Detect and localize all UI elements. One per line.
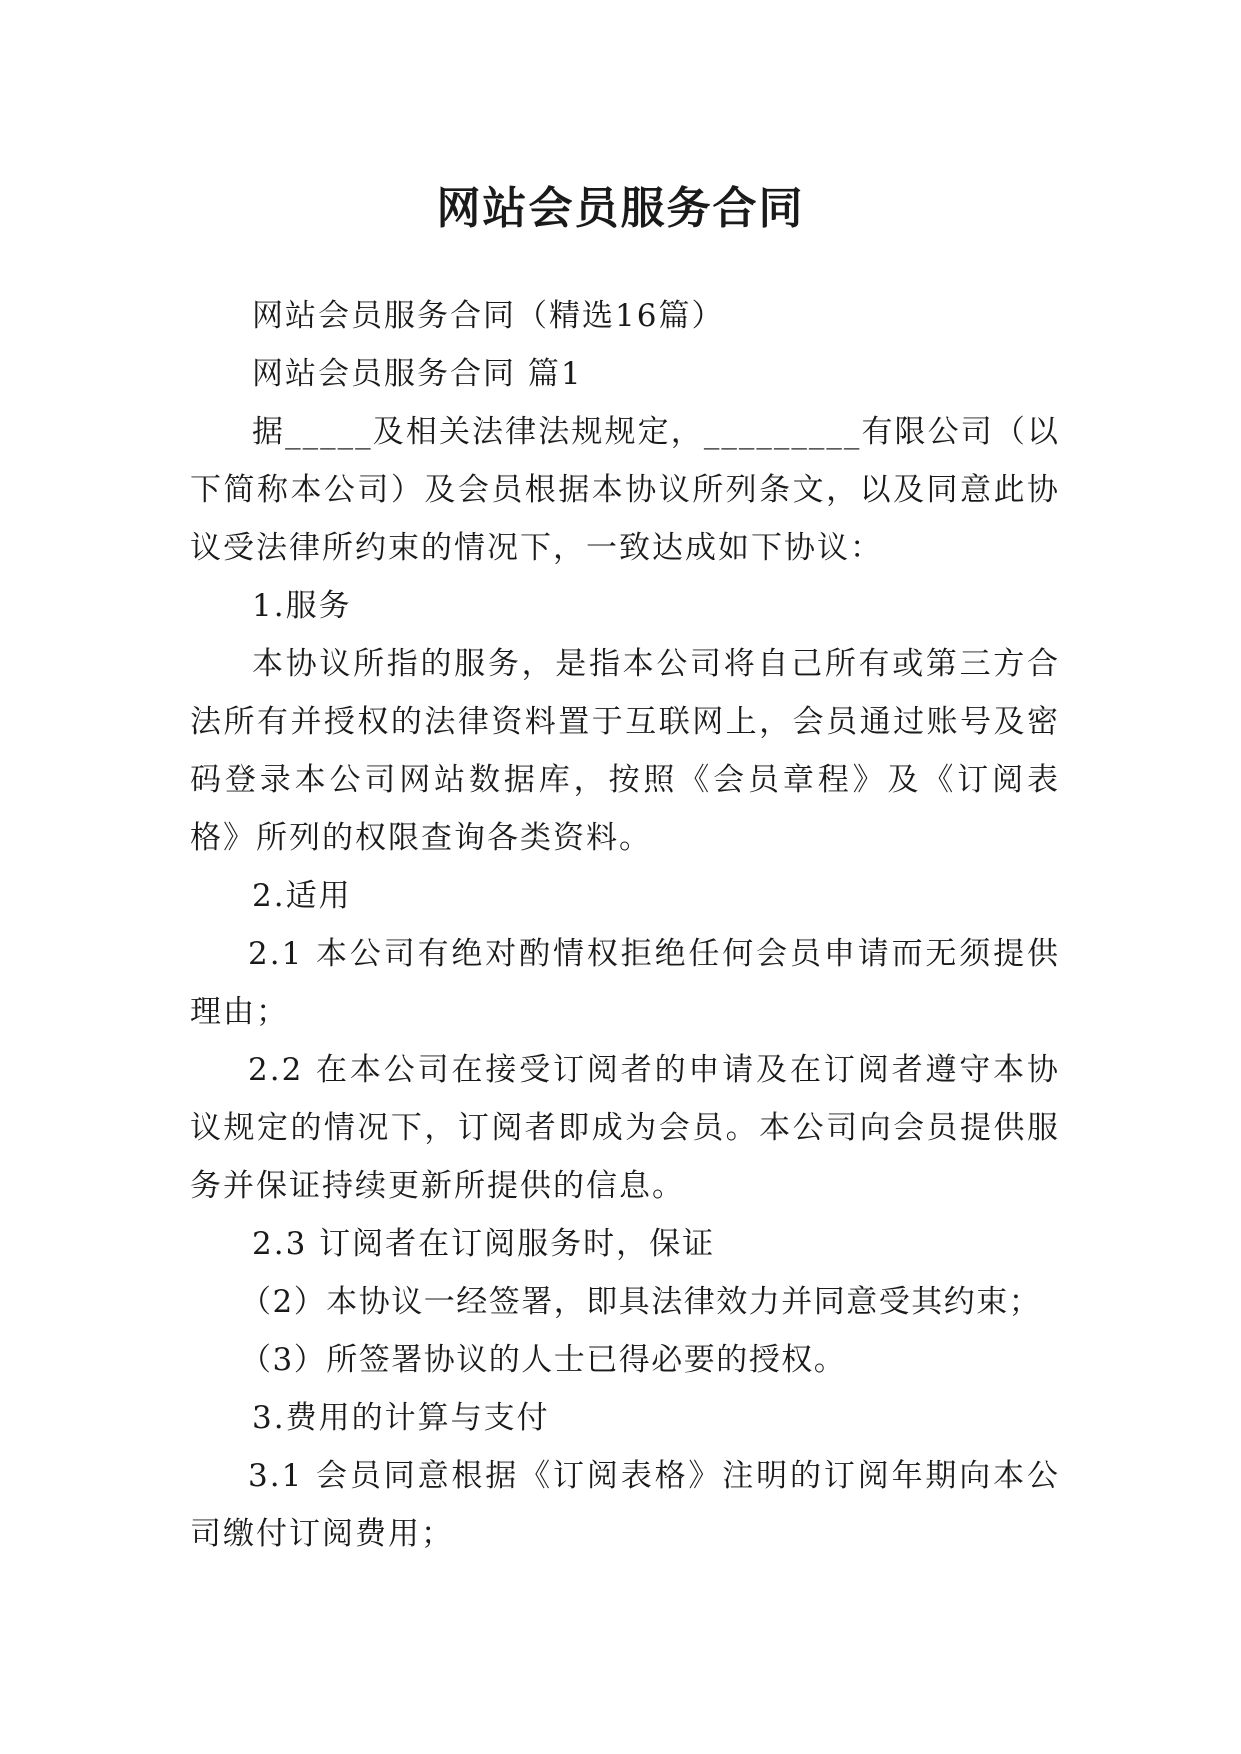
paragraph-heading-collection: 网站会员服务合同（精选16篇） [252,298,725,334]
paragraph-service: 本协议所指的服务，是指本公司将自己所有或第三方合法所有并授权的法律资料置于互联网上，会员通过账号及密码登录本公司网站数据库，按照《会员章程》及《订阅表格》所列的权限查询各类资料。 [190,646,1060,856]
section-heading-fees: 3.费用的计算与支付 [252,1400,550,1436]
paragraph-heading-part: 网站会员服务合同 篇1 [252,356,583,392]
clause-item-2: （2）本协议一经签署，即具法律效力并同意受其约束； [240,1284,1042,1320]
clause-2-2: 2.2 在本公司在接受订阅者的申请及在订阅者遵守本协议规定的情况下，订阅者即成为会员。本公司向会员提供服务并保证持续更新所提供的信息。 [190,1052,1060,1204]
clause-item-3: （3）所签署协议的人士已得必要的授权。 [240,1342,847,1378]
document-body [190,287,1060,1563]
clause-2-3: 2.3 订阅者在订阅服务时，保证 [252,1226,716,1262]
document-title: 网站会员服务合同 [436,183,805,235]
paragraph-intro: 据_____及相关法律法规规定，_________有限公司（以下简称本公司）及会员根据本协议所列条文，以及同意此协议受法律所约束的情况下，一致达成如下协议： [190,414,1060,566]
clause-2-1: 2.1 本公司有绝对酌情权拒绝任何会员申请而无须提供理由； [190,936,1060,1030]
section-heading-applicability: 2.适用 [252,878,352,914]
clause-3-1: 3.1 会员同意根据《订阅表格》注明的订阅年期向本公司缴付订阅费用； [190,1458,1060,1552]
section-heading-service: 1.服务 [252,588,352,624]
